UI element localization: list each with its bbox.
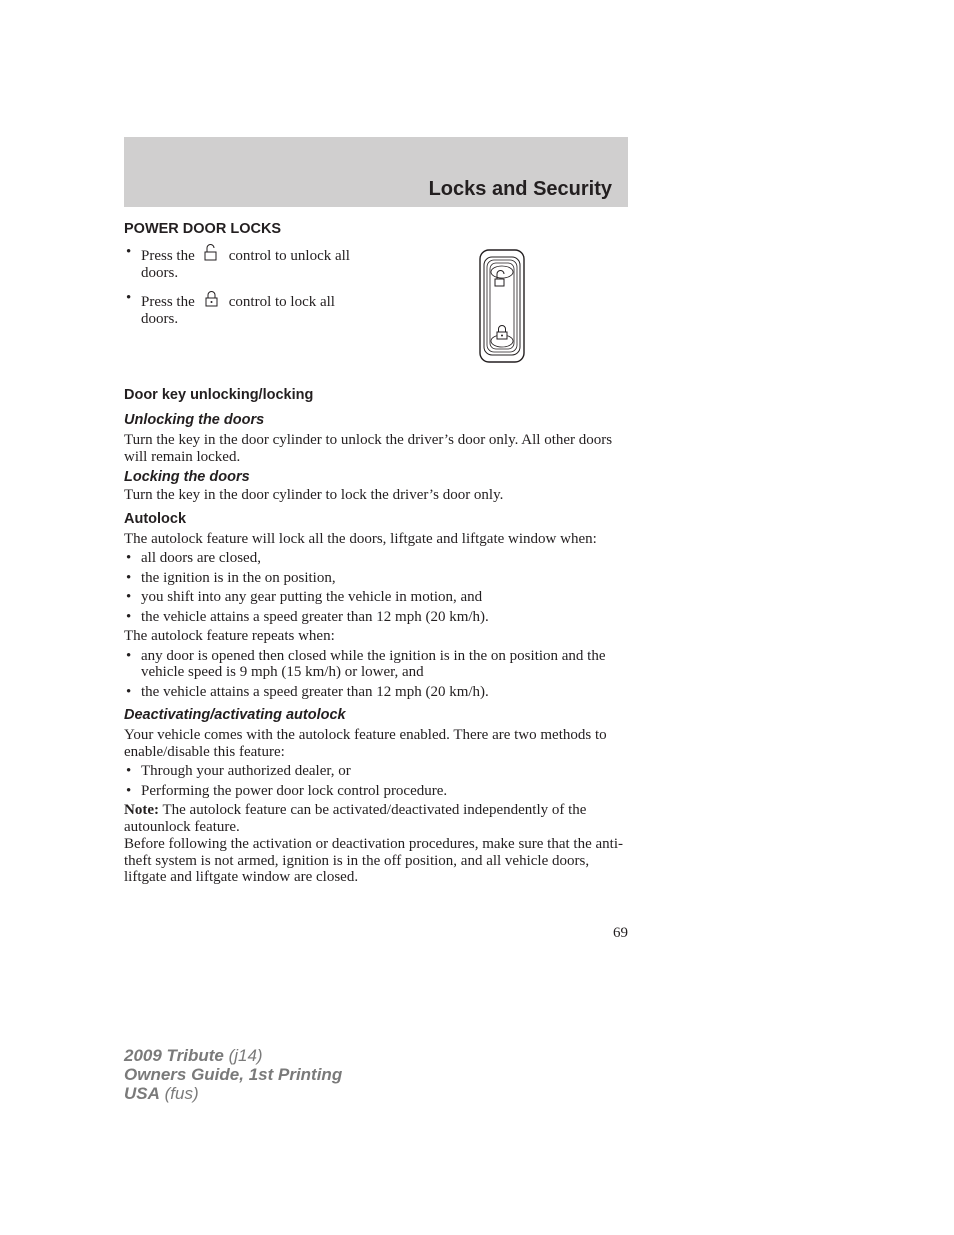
list-item: • Performing the power door lock control procedure. — [124, 783, 628, 800]
section-title: Locks and Security — [428, 178, 612, 200]
list-item — [124, 244, 628, 281]
deactivating-autolock-heading: Deactivating/activating autolock — [124, 707, 346, 723]
power-door-locks-heading: POWER DOOR LOCKS — [124, 221, 282, 237]
list-item: • you shift into any gear putting the vehicle in motion, and — [124, 589, 628, 606]
list-item: • the vehicle attains a speed greater than 12 mph (20 km/h). — [124, 684, 628, 701]
lock-item-text-cont: doors. — [141, 310, 179, 327]
autolock-heading: Autolock — [124, 510, 187, 527]
autolock-conditions-list — [124, 550, 628, 625]
list-item — [124, 290, 628, 327]
door-key-heading: Door key unlocking/locking — [124, 387, 314, 403]
lock-item-text-before: Press the — [141, 294, 195, 310]
autolock-intro: The autolock feature will lock all the doors, liftgate and liftgate window when: — [124, 530, 597, 547]
footer-edition-info — [124, 1046, 342, 1103]
page-content — [124, 221, 628, 886]
page-number: 69 — [613, 925, 628, 941]
footer-model-code: (j14) — [223, 1046, 263, 1065]
list-item: • the vehicle attains a speed greater than 12 mph (20 km/h). — [124, 609, 628, 626]
list-item: • any door is opened then closed while the ignition is in the on position and the vehicle speed is 9 mph (15 km/h) or lower, and — [124, 648, 628, 681]
unlocking-doors-text: Turn the key in the door cylinder to unlock the driver’s door only. All other doors will remain locked. — [124, 432, 613, 465]
footer-line-3 — [124, 1084, 342, 1103]
power-door-locks-list — [124, 244, 628, 327]
note-paragraph — [124, 802, 628, 835]
deactivating-intro: Your vehicle comes with the autolock feature enabled. There are two methods to enable/disable this feature: — [124, 727, 607, 760]
deactivating-methods-list — [124, 763, 628, 799]
footer-line-2: Owners Guide, 1st Printing — [124, 1065, 343, 1084]
unlock-item-text-after: control to unlock all — [228, 248, 350, 264]
locking-doors-text: Turn the key in the door cylinder to lock the driver’s door only. — [124, 487, 504, 503]
unlocked-padlock-icon — [199, 244, 225, 262]
unlock-item-text-before: Press the — [141, 248, 195, 264]
unlock-item-text-cont: doors. — [141, 264, 179, 281]
note-label: Note: — [124, 802, 159, 818]
autolock-repeat-intro: The autolock feature repeats when: — [124, 628, 335, 644]
footer-market-code: (fus) — [159, 1084, 199, 1103]
list-item: • Through your authorized dealer, or — [124, 763, 628, 780]
lock-item-text-after: control to lock all — [228, 294, 335, 310]
locked-padlock-icon — [199, 290, 225, 308]
before-procedure-text: Before following the activation or deactivation procedures, make sure that the anti-theft system is not armed, ignition is in the off position, and all vehicle doors, liftgate and liftgate window are closed. — [124, 836, 623, 885]
list-item: • the ignition is in the on position, — [124, 570, 628, 587]
list-item: • all doors are closed, — [124, 550, 628, 567]
autolock-repeat-list — [124, 648, 628, 701]
note-text: The autolock feature can be activated/deactivated independently of the autounlock feature. — [124, 802, 587, 835]
footer-model: 2009 Tribute — [124, 1046, 224, 1065]
unlocking-doors-heading: Unlocking the doors — [124, 412, 265, 428]
footer-market: USA — [124, 1084, 160, 1103]
locking-doors-heading: Locking the doors — [124, 469, 250, 485]
footer-line-1 — [124, 1046, 342, 1065]
section-header-band — [124, 137, 628, 207]
